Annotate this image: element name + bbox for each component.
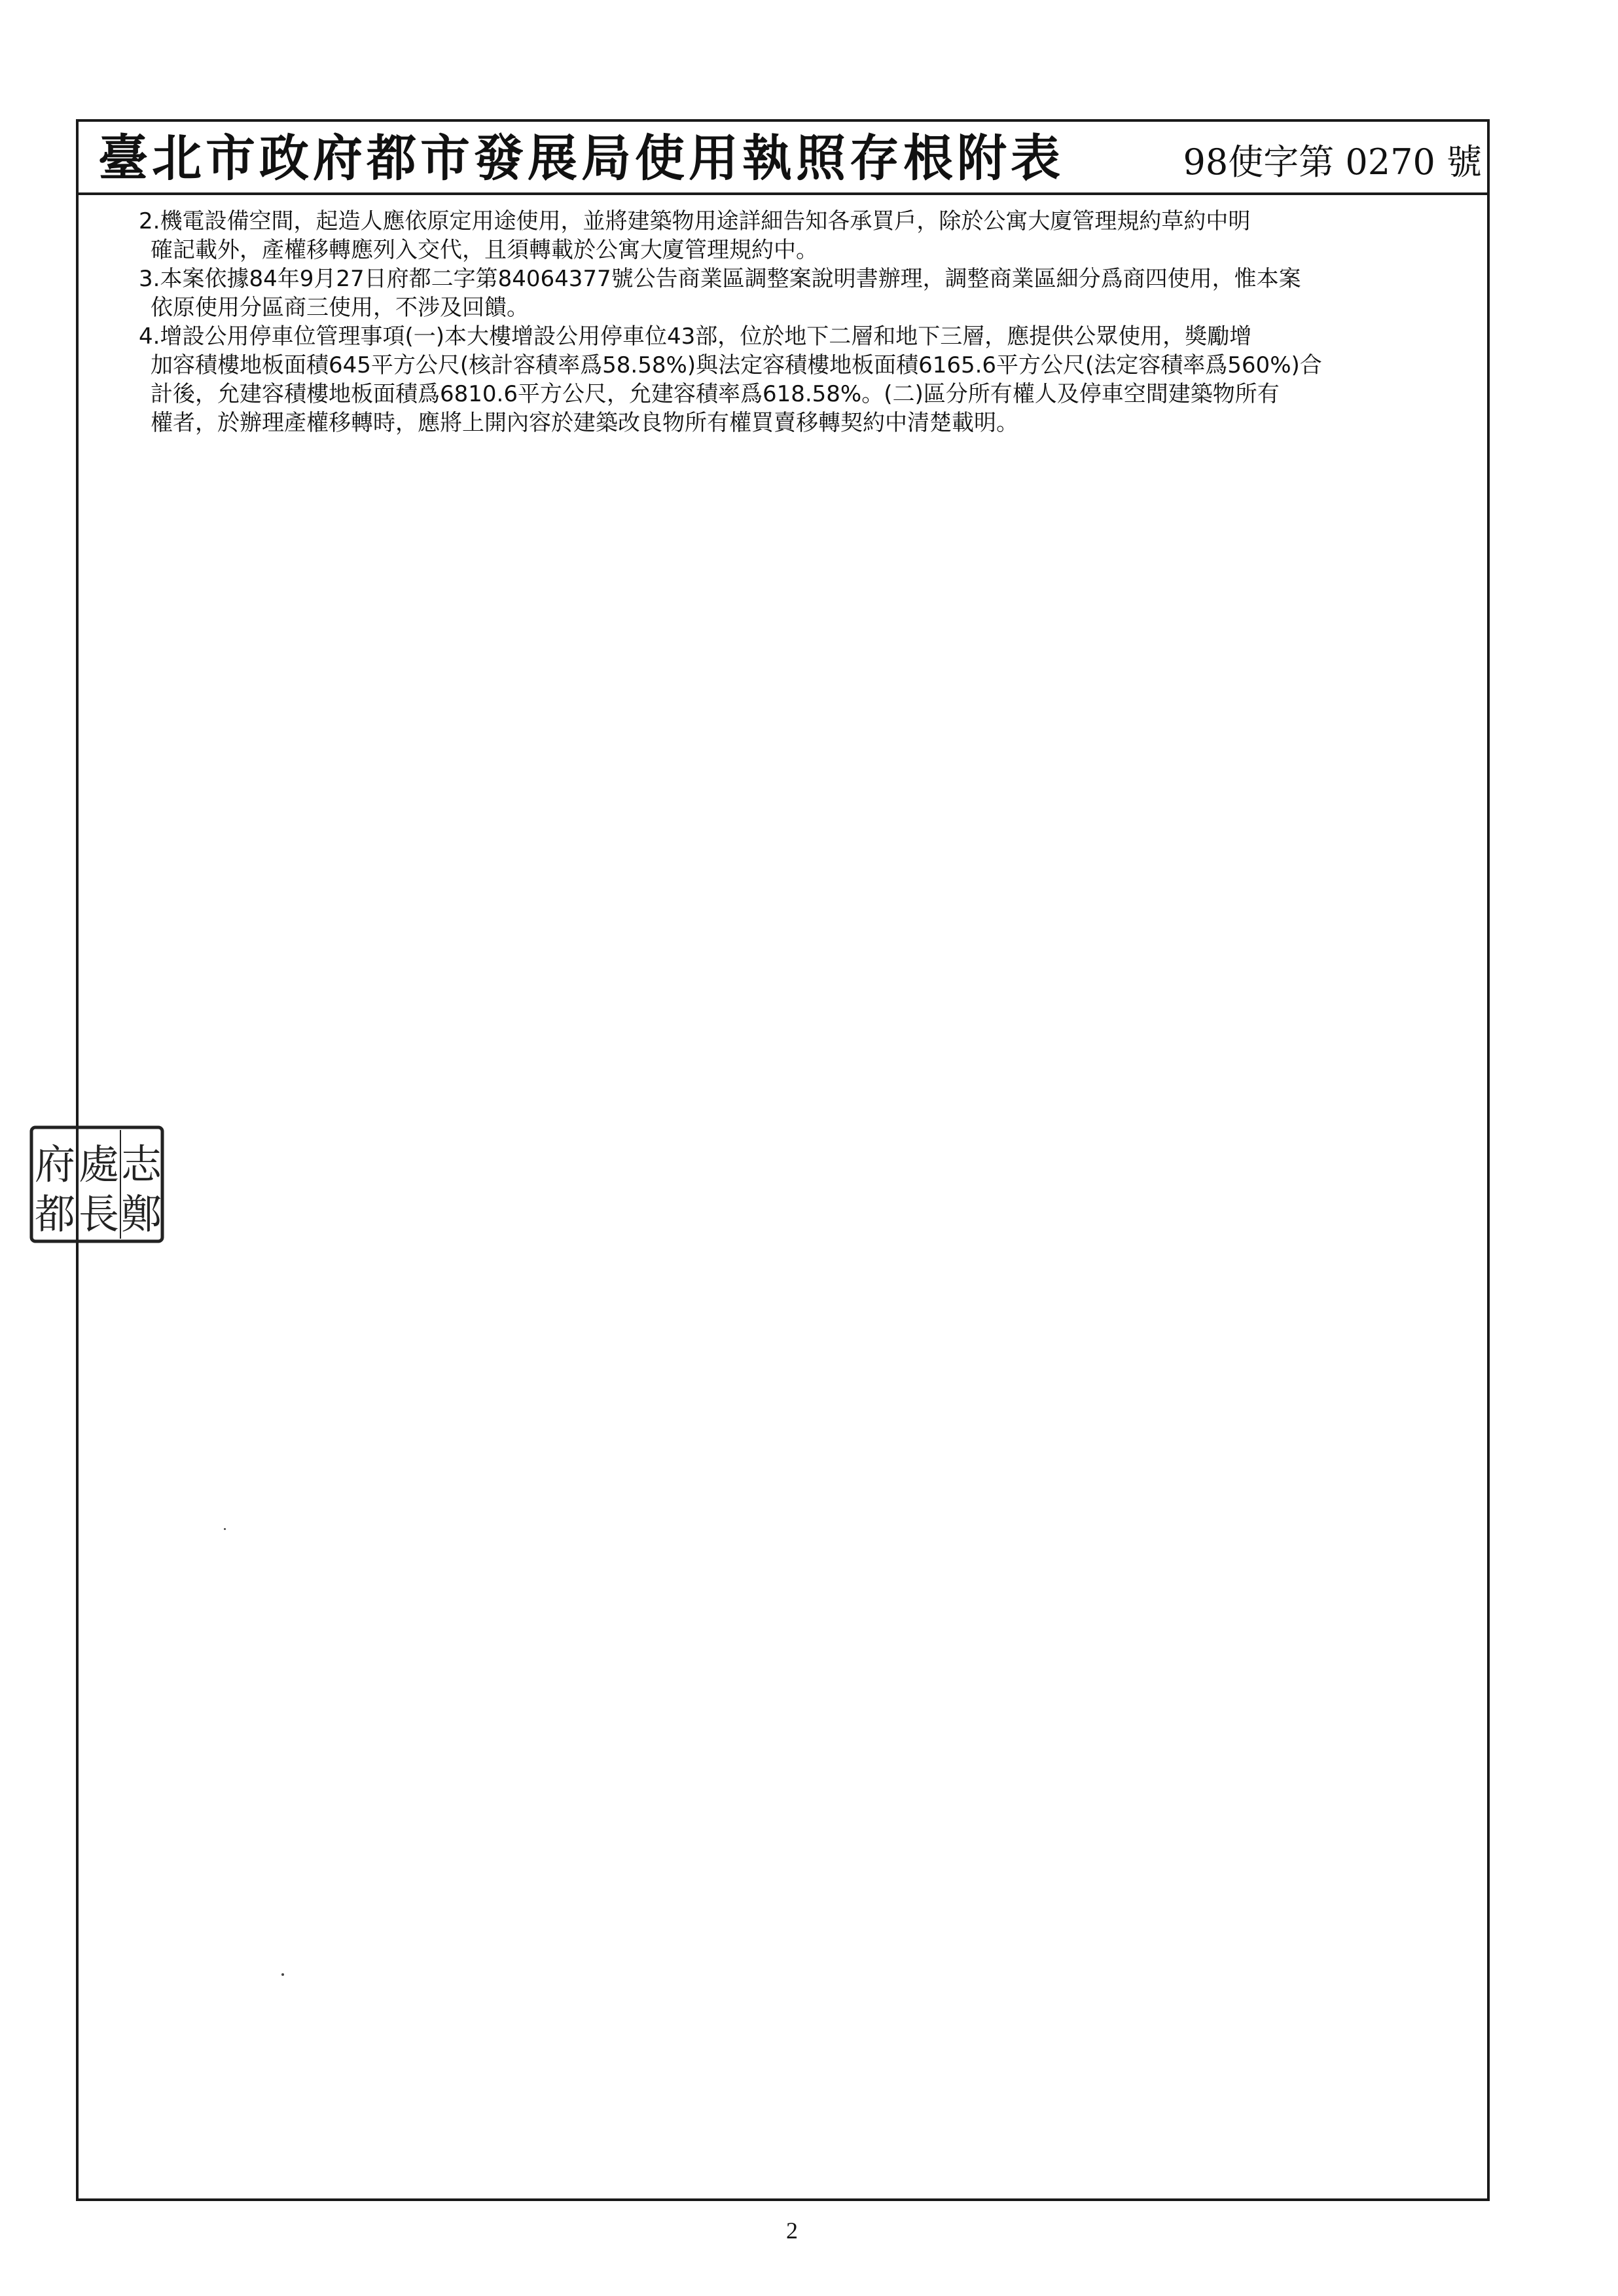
header-row [79, 122, 1487, 195]
note-item [139, 322, 1486, 437]
svg-text:都: 都 [34, 1190, 76, 1238]
scan-speck [281, 1973, 284, 1976]
note-item [139, 207, 1486, 264]
note-line: 確記載外，產權移轉應列入交代，且須轉載於公寓大廈管理規約中。 [151, 237, 818, 263]
official-seal-stamp [29, 1125, 165, 1244]
document-frame [76, 119, 1490, 2201]
note-line: 加容積樓地板面積645平方公尺(核計容積率爲58.58%)與法定容積樓地板面積6165.6平方公尺(法定容積率爲560%)合 [151, 352, 1322, 378]
note-line: 依原使用分區商三使用，不涉及回饋。 [151, 295, 529, 321]
document-title: 臺北市政府都市發展局使用執照存根附表 [98, 129, 1064, 187]
svg-text:長: 長 [78, 1190, 120, 1238]
notes-body [139, 207, 1486, 437]
note-item [139, 264, 1486, 322]
permit-number: 98使字第 0270 號 [1183, 141, 1482, 183]
note-line: 4.增設公用停車位管理事項(一)本大樓增設公用停車位43部，位於地下二層和地下三層，應提供公眾使用，獎勵增 [139, 323, 1252, 350]
page-number: 2 [786, 2217, 798, 2244]
note-line: 3.本案依據84年9月27日府都二字第84064377號公告商業區調整案說明書辦理，調整商業區細分爲商四使用，惟本案 [139, 266, 1301, 292]
svg-text:府: 府 [34, 1140, 76, 1188]
note-line: 2.機電設備空間，起造人應依原定用途使用，並將建築物用途詳細告知各承買戶，除於公寓大廈管理規約草約中明 [139, 208, 1251, 234]
svg-text:志: 志 [120, 1140, 162, 1188]
note-line: 權者，於辦理產權移轉時，應將上開內容於建築改良物所有權買賣移轉契約中清楚載明。 [151, 410, 1018, 436]
svg-text:處: 處 [78, 1140, 120, 1188]
svg-text:鄭: 鄭 [120, 1190, 162, 1238]
scan-speck [224, 1528, 226, 1530]
note-line: 計後，允建容積樓地板面積爲6810.6平方公尺，允建容積率爲618.58%。(二)區分所有權人及停車空間建築物所有 [151, 381, 1280, 407]
